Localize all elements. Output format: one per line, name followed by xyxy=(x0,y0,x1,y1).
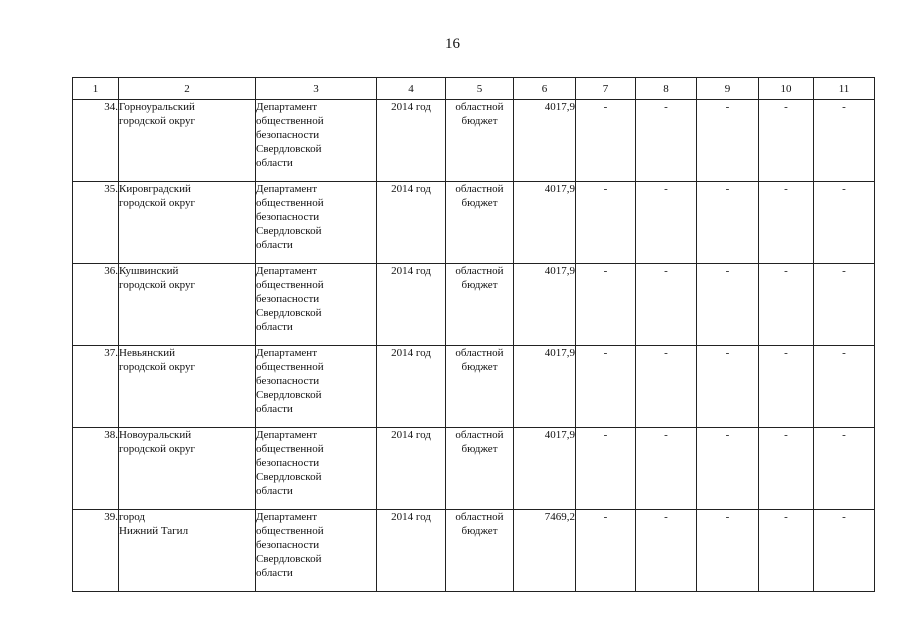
funding-source-line: бюджет xyxy=(461,525,498,537)
value-cell-9: - xyxy=(697,264,759,346)
value-cell-8: - xyxy=(636,346,697,428)
funding-source-cell xyxy=(446,182,514,264)
department-name-line: общественной xyxy=(256,279,324,291)
data-table xyxy=(72,77,875,592)
department-name-line: Департамент xyxy=(256,183,318,195)
funding-source-line: бюджет xyxy=(461,361,498,373)
value-cell-10: - xyxy=(759,428,814,510)
department-name-line: области xyxy=(256,157,293,169)
value-cell-11: - xyxy=(814,264,875,346)
funding-source-cell xyxy=(446,428,514,510)
value-cell-11: - xyxy=(814,346,875,428)
table-row xyxy=(73,264,875,346)
value-cell-10: - xyxy=(759,510,814,592)
amount-cell: 4017,9 xyxy=(514,264,576,346)
funding-source-cell xyxy=(446,100,514,182)
funding-source-line: бюджет xyxy=(461,443,498,455)
municipality-cell xyxy=(119,428,256,510)
value-cell-11: - xyxy=(814,182,875,264)
year-cell: 2014 год xyxy=(377,346,446,428)
municipality-name-line: городской округ xyxy=(119,197,196,209)
header-row xyxy=(73,78,875,100)
municipality-name-line: Новоуральский xyxy=(119,429,192,441)
amount-cell: 4017,9 xyxy=(514,182,576,264)
department-name-line: области xyxy=(256,485,293,497)
department-name-line: области xyxy=(256,567,293,579)
department-name-line: безопасности xyxy=(256,211,320,223)
municipality-cell xyxy=(119,100,256,182)
value-cell-11: - xyxy=(814,510,875,592)
funding-source-line: областной xyxy=(455,429,504,441)
funding-source-line: бюджет xyxy=(461,279,498,291)
header-cell-6: 6 xyxy=(514,78,576,100)
value-cell-7: - xyxy=(576,346,636,428)
department-name-line: Свердловской xyxy=(256,471,322,483)
department-name-line: Департамент xyxy=(256,101,318,113)
table-header xyxy=(73,78,875,100)
department-name-line: общественной xyxy=(256,443,324,455)
row-number-cell: 38. xyxy=(73,428,119,510)
department-name-line: Свердловской xyxy=(256,389,322,401)
funding-source-cell xyxy=(446,510,514,592)
table-row xyxy=(73,510,875,592)
table-row xyxy=(73,100,875,182)
department-name-line: общественной xyxy=(256,197,324,209)
header-cell-7: 7 xyxy=(576,78,636,100)
municipality-cell xyxy=(119,182,256,264)
header-cell-3: 3 xyxy=(256,78,377,100)
value-cell-8: - xyxy=(636,182,697,264)
table-row xyxy=(73,428,875,510)
funding-source-line: областной xyxy=(455,265,504,277)
table-row xyxy=(73,182,875,264)
year-cell: 2014 год xyxy=(377,428,446,510)
value-cell-7: - xyxy=(576,264,636,346)
department-name-line: Свердловской xyxy=(256,143,322,155)
municipality-name-line: Нижний Тагил xyxy=(119,525,189,537)
year-cell: 2014 год xyxy=(377,510,446,592)
header-cell-9: 9 xyxy=(697,78,759,100)
department-name-line: безопасности xyxy=(256,375,320,387)
department-cell xyxy=(256,428,377,510)
value-cell-7: - xyxy=(576,182,636,264)
municipality-name-line: Кушвинский xyxy=(119,265,179,277)
department-name-line: общественной xyxy=(256,361,324,373)
funding-source-cell xyxy=(446,346,514,428)
funding-source-line: областной xyxy=(455,347,504,359)
value-cell-10: - xyxy=(759,100,814,182)
department-name-line: Департамент xyxy=(256,511,318,523)
row-number-cell: 34. xyxy=(73,100,119,182)
department-name-line: области xyxy=(256,403,293,415)
amount-cell: 4017,9 xyxy=(514,346,576,428)
header-cell-10: 10 xyxy=(759,78,814,100)
funding-source-line: областной xyxy=(455,183,504,195)
funding-source-line: областной xyxy=(455,101,504,113)
municipality-name-line: Горноуральский xyxy=(119,101,195,113)
year-cell: 2014 год xyxy=(377,100,446,182)
municipality-name-line: городской округ xyxy=(119,361,196,373)
value-cell-11: - xyxy=(814,428,875,510)
table-body xyxy=(73,100,875,592)
department-cell xyxy=(256,100,377,182)
row-number-cell: 37. xyxy=(73,346,119,428)
department-name-line: безопасности xyxy=(256,129,320,141)
value-cell-9: - xyxy=(697,100,759,182)
municipality-name-line: Кировградский xyxy=(119,183,191,195)
funding-source-cell xyxy=(446,264,514,346)
department-cell xyxy=(256,346,377,428)
department-name-line: безопасности xyxy=(256,293,320,305)
value-cell-8: - xyxy=(636,510,697,592)
department-name-line: области xyxy=(256,321,293,333)
header-cell-11: 11 xyxy=(814,78,875,100)
funding-source-line: бюджет xyxy=(461,115,498,127)
department-name-line: Свердловской xyxy=(256,307,322,319)
amount-cell: 4017,9 xyxy=(514,100,576,182)
value-cell-8: - xyxy=(636,264,697,346)
value-cell-9: - xyxy=(697,510,759,592)
municipality-name-line: городской округ xyxy=(119,115,196,127)
value-cell-9: - xyxy=(697,346,759,428)
header-cell-4: 4 xyxy=(377,78,446,100)
value-cell-10: - xyxy=(759,264,814,346)
value-cell-10: - xyxy=(759,346,814,428)
value-cell-7: - xyxy=(576,100,636,182)
row-number-cell: 36. xyxy=(73,264,119,346)
table-row xyxy=(73,346,875,428)
department-name-line: Департамент xyxy=(256,265,318,277)
department-name-line: общественной xyxy=(256,115,324,127)
municipality-name-line: город xyxy=(119,511,146,523)
amount-cell: 7469,2 xyxy=(514,510,576,592)
header-cell-2: 2 xyxy=(119,78,256,100)
value-cell-8: - xyxy=(636,428,697,510)
header-cell-1: 1 xyxy=(73,78,119,100)
department-cell xyxy=(256,182,377,264)
value-cell-8: - xyxy=(636,100,697,182)
value-cell-7: - xyxy=(576,428,636,510)
value-cell-7: - xyxy=(576,510,636,592)
page-number: 16 xyxy=(445,36,460,52)
value-cell-11: - xyxy=(814,100,875,182)
municipality-cell xyxy=(119,264,256,346)
year-cell: 2014 год xyxy=(377,182,446,264)
department-name-line: Свердловской xyxy=(256,553,322,565)
header-cell-5: 5 xyxy=(446,78,514,100)
department-name-line: общественной xyxy=(256,525,324,537)
municipality-name-line: городской округ xyxy=(119,443,196,455)
amount-cell: 4017,9 xyxy=(514,428,576,510)
value-cell-9: - xyxy=(697,182,759,264)
municipality-name-line: Невьянский xyxy=(119,347,175,359)
department-name-line: безопасности xyxy=(256,539,320,551)
value-cell-10: - xyxy=(759,182,814,264)
department-name-line: области xyxy=(256,239,293,251)
department-name-line: Свердловской xyxy=(256,225,322,237)
header-cell-8: 8 xyxy=(636,78,697,100)
department-cell xyxy=(256,264,377,346)
year-cell: 2014 год xyxy=(377,264,446,346)
row-number-cell: 35. xyxy=(73,182,119,264)
municipality-name-line: городской округ xyxy=(119,279,196,291)
funding-source-line: областной xyxy=(455,511,504,523)
municipality-cell xyxy=(119,510,256,592)
funding-source-line: бюджет xyxy=(461,197,498,209)
department-name-line: Департамент xyxy=(256,429,318,441)
department-name-line: Департамент xyxy=(256,347,318,359)
department-name-line: безопасности xyxy=(256,457,320,469)
department-cell xyxy=(256,510,377,592)
row-number-cell: 39. xyxy=(73,510,119,592)
municipality-cell xyxy=(119,346,256,428)
value-cell-9: - xyxy=(697,428,759,510)
